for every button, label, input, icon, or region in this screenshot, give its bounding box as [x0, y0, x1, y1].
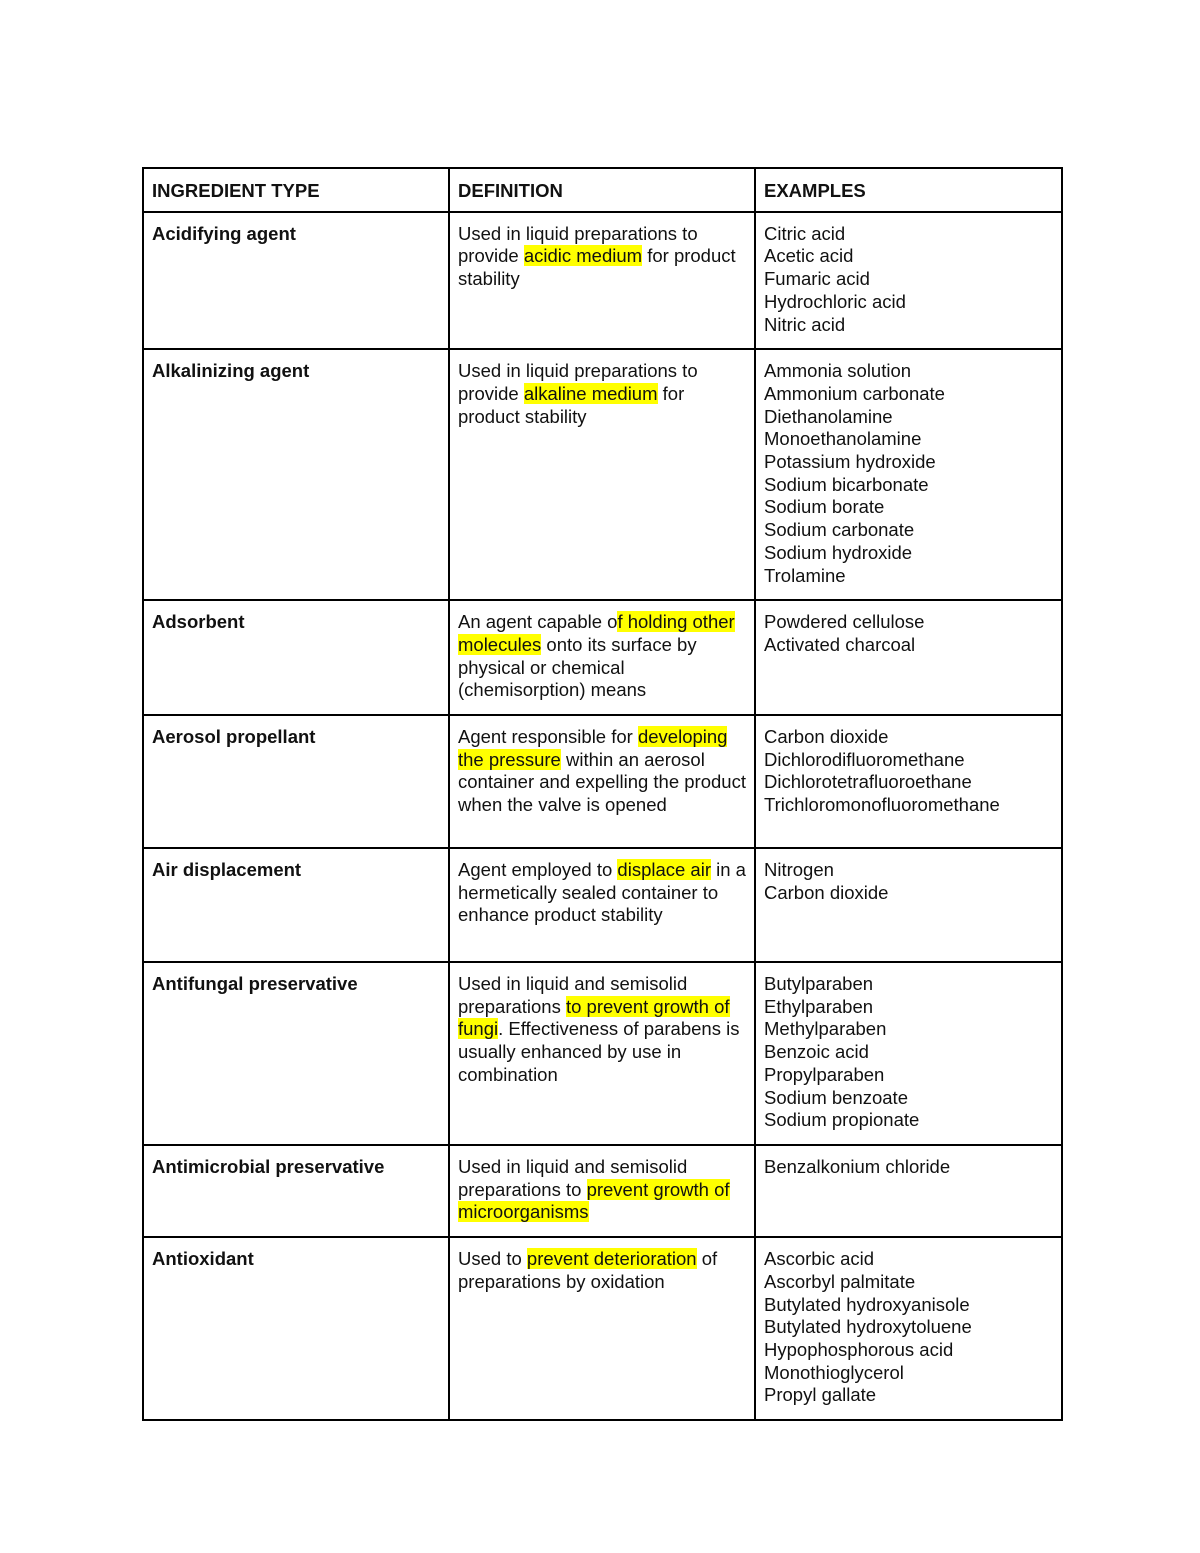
definition-cell: [449, 212, 755, 350]
highlighted-text: displace air: [617, 859, 711, 881]
table-row: [143, 212, 1062, 350]
example-item: Monothioglycerol: [764, 1361, 904, 1383]
example-item: Nitrogen: [764, 859, 834, 881]
example-item: Methylparaben: [764, 1018, 887, 1040]
highlighted-text: prevent deterioration: [526, 1248, 697, 1270]
table-row: [143, 962, 1062, 1145]
example-item: Powdered cellulose: [764, 611, 925, 633]
example-item: Ascorbyl palmitate: [764, 1270, 916, 1292]
ingredient-type-cell: Acidifying agent: [143, 212, 449, 350]
example-item: Hypophosphorous acid: [764, 1338, 954, 1360]
example-item: Diethanolamine: [764, 405, 893, 427]
example-item: Carbon dioxide: [764, 726, 889, 748]
examples-cell: [755, 962, 1062, 1145]
example-item: Butylated hydroxyanisole: [764, 1293, 970, 1315]
header-definition: DEFINITION: [449, 168, 755, 212]
examples-cell: [755, 349, 1062, 600]
example-item: Monoethanolamine: [764, 428, 922, 450]
example-item: Dichlorodifluoromethane: [764, 748, 965, 770]
table-row: [143, 600, 1062, 715]
definition-cell: [449, 848, 755, 962]
definition-cell: [449, 715, 755, 848]
example-item: Benzalkonium chloride: [764, 1155, 951, 1177]
example-item: Nitric acid: [764, 313, 846, 335]
example-item: Sodium propionate: [764, 1109, 920, 1131]
example-item: Fumaric acid: [764, 268, 870, 290]
examples-cell: [755, 715, 1062, 848]
example-item: Propylparaben: [764, 1063, 885, 1085]
highlighted-text: alkaline medium: [523, 382, 658, 404]
example-item: Trolamine: [764, 564, 846, 586]
definition-cell: [449, 1145, 755, 1237]
definition-text: Agent responsible for: [458, 726, 638, 748]
examples-cell: [755, 600, 1062, 715]
example-item: Sodium borate: [764, 496, 885, 518]
example-item: Sodium benzoate: [764, 1086, 908, 1108]
table-row: [143, 715, 1062, 848]
definition-cell: [449, 962, 755, 1145]
definition-text: for product stability: [458, 382, 685, 427]
definition-text: Used in liquid preparations to provide: [458, 360, 698, 404]
example-item: Ethylparaben: [764, 995, 874, 1017]
examples-cell: [755, 1145, 1062, 1237]
ingredient-type-cell: Antimicrobial preservative: [143, 1145, 449, 1237]
examples-cell: [755, 1237, 1062, 1420]
definition-text: Agent employed to: [458, 859, 618, 881]
table-header-row: [143, 168, 1062, 212]
highlighted-text: prevent growth of microorganisms: [458, 1178, 730, 1223]
definition-text: An agent capable o: [458, 611, 618, 633]
example-item: Sodium hydroxide: [764, 541, 913, 563]
table-row: [143, 1145, 1062, 1237]
example-item: Ascorbic acid: [764, 1248, 875, 1270]
header-ingredient-type: INGREDIENT TYPE: [143, 168, 449, 212]
definition-text: within an aerosol container and expelling the product when the valve is opened: [458, 748, 746, 816]
definition-text: of preparations by oxidation: [458, 1248, 718, 1292]
definition-text: . Effectiveness of parabens is usually enhanced by use in combination: [458, 1018, 740, 1085]
table-row: [143, 848, 1062, 962]
header-examples: EXAMPLES: [755, 168, 1062, 212]
example-item: Activated charcoal: [764, 633, 916, 655]
example-item: Carbon dioxide: [764, 881, 889, 903]
example-item: Butylated hydroxytoluene: [764, 1316, 972, 1338]
ingredient-type-cell: Antifungal preservative: [143, 962, 449, 1145]
table-row: [143, 1237, 1062, 1420]
example-item: Potassium hydroxide: [764, 451, 936, 473]
ingredient-type-cell: Antioxidant: [143, 1237, 449, 1420]
table-row: [143, 349, 1062, 600]
highlighted-text: developing the pressure: [458, 726, 728, 770]
example-item: Citric acid: [764, 222, 846, 244]
definition-text: Used in liquid and semisolid preparations to: [458, 1155, 688, 1200]
example-item: Sodium carbonate: [764, 519, 915, 541]
examples-cell: [755, 212, 1062, 350]
definition-text: Used in liquid preparations to provide: [458, 222, 698, 267]
definition-cell: [449, 600, 755, 715]
example-item: Butylparaben: [764, 973, 874, 995]
example-item: Ammonium carbonate: [764, 382, 945, 404]
ingredient-table: [142, 167, 1063, 1421]
example-item: Ammonia solution: [764, 360, 912, 382]
highlighted-text: to prevent growth of fungi: [458, 995, 730, 1040]
ingredient-type-cell: Alkalinizing agent: [143, 349, 449, 600]
example-item: Sodium bicarbonate: [764, 473, 929, 495]
definition-cell: [449, 349, 755, 600]
highlighted-text: f holding other molecules: [458, 611, 735, 655]
example-item: Hydrochloric acid: [764, 290, 906, 312]
definition-text: in a hermetically sealed container to enhance product stability: [458, 859, 746, 926]
highlighted-text: acidic medium: [523, 245, 643, 267]
ingredient-type-cell: Aerosol propellant: [143, 715, 449, 848]
definition-text: Used in liquid and semisolid preparations: [458, 973, 688, 1017]
definition-text: Used to: [458, 1248, 527, 1270]
example-item: Trichloromonofluoromethane: [764, 794, 1000, 816]
example-item: Propyl gallate: [764, 1384, 877, 1406]
ingredient-type-cell: Adsorbent: [143, 600, 449, 715]
ingredient-type-cell: Air displacement: [143, 848, 449, 962]
example-item: Benzoic acid: [764, 1041, 869, 1063]
example-item: Acetic acid: [764, 245, 854, 267]
definition-cell: [449, 1237, 755, 1420]
examples-cell: [755, 848, 1062, 962]
definition-text: for product stability: [458, 245, 736, 290]
example-item: Dichlorotetrafluoroethane: [764, 771, 972, 793]
definition-text: onto its surface by physical or chemical (chemisorption) means: [458, 633, 697, 701]
